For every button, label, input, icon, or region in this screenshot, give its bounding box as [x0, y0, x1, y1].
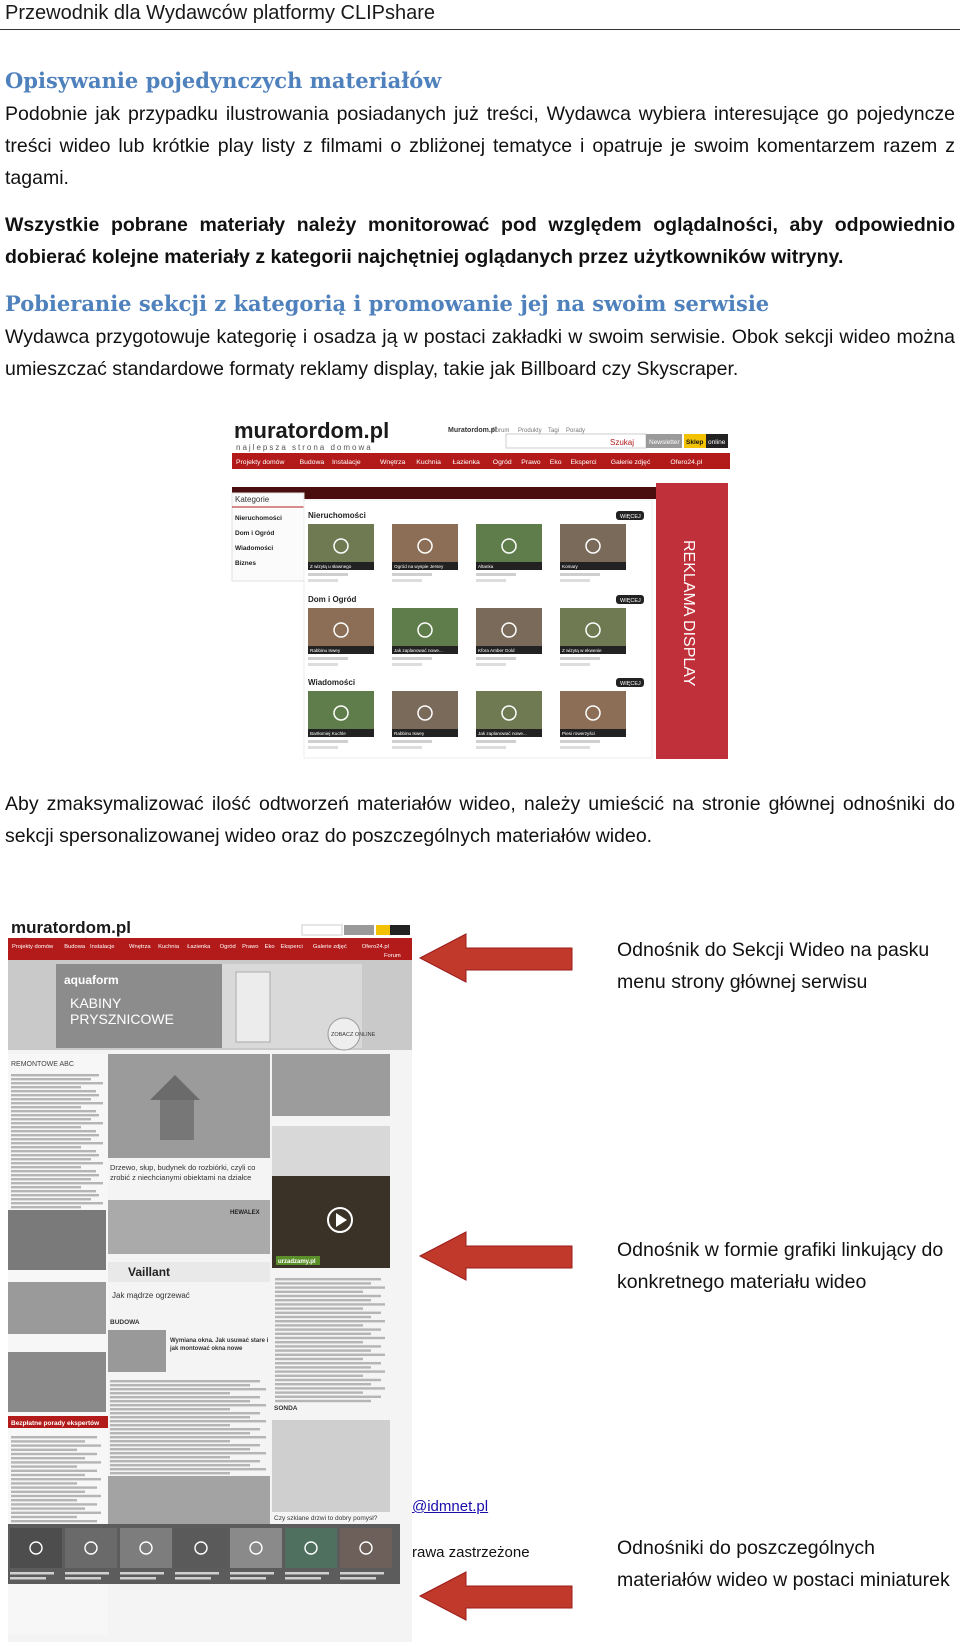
- footer-email-fragment[interactable]: @idmnet.pl: [412, 1498, 489, 1515]
- fig2-banner-line2: PRYSZNICOWE: [70, 1011, 174, 1027]
- fig1-nav-item[interactable]: Eko: [549, 459, 562, 466]
- fig2-nav-item[interactable]: Kuchnia: [158, 944, 180, 950]
- fig2-sonda: SONDA: [274, 1405, 298, 1412]
- fig1-site-link: Muratordom.pl: [448, 427, 497, 434]
- section-heading-describing: Opisywanie pojedynczych materiałów: [5, 68, 442, 93]
- fig1-video-caption: Rabbinu Iswey: [394, 731, 425, 736]
- fig1-nav-item[interactable]: Wnętrza: [380, 459, 406, 466]
- fig1-nav-item[interactable]: Ogród: [492, 459, 512, 466]
- fig1-shop-label: Sklep: [686, 439, 704, 446]
- fig2-article-heading[interactable]: Drzewo, słup, budynek do rozbiórki, czyli co zrobić z niechcianymi obiektami na działce: [110, 1163, 256, 1182]
- fig2-nav-item[interactable]: Galerie zdjęć: [312, 944, 347, 950]
- fig1-video-caption: Z wizytą u sławnego: [310, 564, 352, 569]
- callout-thumbnail-links: Odnośniki do poszczególnych materiałów wideo w postaci miniaturek: [617, 1537, 950, 1591]
- fig2-nav-item[interactable]: Wnętrza: [129, 944, 151, 950]
- fig1-nav-item[interactable]: Projekty domów: [236, 459, 285, 466]
- fig2-banner-line1: KABINY: [70, 995, 122, 1011]
- fig1-sidebar-title: Kategorie: [235, 495, 270, 504]
- fig1-video-caption: Bartłomiej Kuchle: [310, 731, 346, 736]
- fig1-video-caption: Z wizytą w ekwenie: [562, 648, 602, 653]
- fig1-nav-item[interactable]: Kuchnia: [416, 459, 441, 466]
- fig2-budowa-article[interactable]: Wymiana okna. Jak usuwać stare i jak montować okna nowe: [170, 1338, 269, 1352]
- fig1-top-link[interactable]: Porady: [566, 428, 586, 434]
- fig1-nav-item[interactable]: Eksperci: [570, 459, 597, 466]
- fig1-newsletter-label: Newsletter: [649, 439, 680, 446]
- fig1-sidebar-item[interactable]: Dom i Ogród: [235, 530, 275, 537]
- fig1-sidebar-item[interactable]: Wiadomości: [235, 545, 274, 552]
- fig2-banner-cta-label: ZOBACZ ONLINE: [331, 1032, 376, 1038]
- fig2-banner-brand: aquaform: [64, 973, 119, 987]
- fig1-search-button[interactable]: Szukaj: [610, 438, 635, 447]
- fig1-nav-item[interactable]: Budowa: [299, 459, 325, 466]
- fig1-video-caption: Piesi rowerzyści: [562, 731, 595, 736]
- fig2-bottom-title[interactable]: Czy szklane drzwi to dobry pomysł?: [274, 1515, 378, 1522]
- fig1-row-title: Nieruchomości: [308, 511, 366, 520]
- fig1-nav-item[interactable]: Instalacje: [332, 459, 361, 466]
- fig1-top-link[interactable]: Produkty: [518, 428, 542, 434]
- fig2-brand-vaillant[interactable]: Vaillant: [128, 1265, 171, 1279]
- fig2-nav-item[interactable]: Budowa: [64, 944, 86, 950]
- fig2-vaillant-tag: Jak mądrze ogrzewać: [112, 1291, 190, 1300]
- fig2-nav-item[interactable]: Łazienka: [187, 944, 211, 950]
- fig2-nav-item[interactable]: Instalacje: [90, 944, 115, 950]
- fig2-nav-item[interactable]: Ogród: [219, 944, 236, 950]
- fig2-sidebar-heading: REMONTOWE ABC: [11, 1061, 74, 1068]
- fig2-urzadzamy: urzadzamy.pl: [278, 1259, 316, 1265]
- fig1-nav-item[interactable]: Łazienka: [452, 459, 480, 466]
- paragraph-category: Wydawca przygotowuje kategorię i osadza ją w postaci zakładki w swoim serwisie. Obok sekcji wideo można umieszczać standardowe formaty reklamy display, takie jak Billboard czy Skyscraper.: [5, 326, 955, 380]
- fig2-nav-item[interactable]: Prawo: [242, 944, 259, 950]
- arrow-left-icon: [420, 934, 572, 982]
- fig1-row-title: Wiadomości: [308, 678, 356, 687]
- fig2-nav-item[interactable]: Ofero24.pl: [361, 944, 389, 950]
- fig1-row-title: Dom i Ogród: [308, 595, 357, 604]
- fig1-video-caption: Jak zaplanować nowe...: [478, 731, 527, 736]
- fig1-nav-item[interactable]: Ofero24.pl: [670, 459, 703, 466]
- fig1-nav-item[interactable]: Galerie zdjęć: [610, 459, 651, 466]
- fig1-video-caption: Kfora Amber Gold: [478, 648, 515, 653]
- footer-rights-fragment: rawa zastrzeżone: [412, 1544, 530, 1561]
- fig1-more-label: WIĘCEJ: [620, 598, 641, 604]
- section-heading-category: Pobieranie sekcji z kategorią i promowanie jej na swoim serwisie: [5, 291, 770, 316]
- callout-graphic-link: Odnośnik w formie grafiki linkujący do konkretnego materiału wideo: [617, 1239, 944, 1293]
- fig2-nav-item[interactable]: Projekty domów: [12, 944, 54, 950]
- fig2-nav-item[interactable]: Forum: [384, 953, 401, 959]
- fig1-video-caption: Jak zaplanować nowe...: [394, 648, 443, 653]
- paragraph-monitoring: Wszystkie pobrane materiały należy monitorować pod względem oglądalności, aby odpowiednio dobierać kolejne materiały z kategorii najchętniej oglądanych przez użytkowników witryny.: [5, 214, 955, 268]
- fig1-more-label: WIĘCEJ: [620, 681, 641, 687]
- fig1-video-caption: Rabbinu Iswey: [310, 648, 341, 653]
- paragraph-describing: Podobnie jak przypadku ilustrowania posiadanych już treści, Wydawca wybiera interesujące go pojedyncze treści wideo lub krótkie play listy z filmami o zbliżonej tematyce i opatruje je swoim komentarzem razem z tagami.: [5, 103, 955, 189]
- fig2-brand-hewalex[interactable]: HEWALEX: [230, 1210, 260, 1216]
- paragraph-maximize: Aby zmaksymalizować ilość odtworzeń materiałów wideo, należy umieścić na stronie głównej odnośniki do sekcji spersonalizowanej wideo oraz do poszczególnych materiałów wideo.: [5, 793, 955, 847]
- fig2-logo: muratordom.pl: [11, 918, 131, 937]
- fig2-nav-item[interactable]: Eko: [264, 944, 275, 950]
- fig2-budowa-heading: BUDOWA: [110, 1319, 140, 1326]
- arrow-left-icon: [420, 1572, 572, 1620]
- fig1-video-caption: Komary: [562, 564, 578, 569]
- fig2-experts-heading: Bezpłatne porady ekspertów: [11, 1420, 100, 1427]
- fig1-sidebar-item[interactable]: Biznes: [235, 560, 256, 567]
- fig1-top-link[interactable]: Tagi: [548, 428, 560, 434]
- document-title: Przewodnik dla Wydawców platformy CLIPshare: [5, 2, 435, 24]
- fig1-ad-label: REKLAMA DISPLAY: [680, 540, 697, 687]
- fig1-sidebar-item[interactable]: Nieruchomości: [235, 515, 282, 522]
- fig1-tagline: najlepsza strona domowa: [236, 443, 373, 452]
- fig2-nav-item[interactable]: Eksperci: [280, 944, 303, 950]
- fig1-more-label: WIĘCEJ: [620, 514, 641, 520]
- arrow-left-icon: [420, 1232, 572, 1280]
- fig1-online-label: online: [708, 439, 726, 446]
- fig1-top-link[interactable]: Forum: [492, 428, 510, 434]
- fig1-video-caption: Ogród na wyspie Jersey: [394, 564, 444, 569]
- fig1-nav-item[interactable]: Prawo: [521, 459, 541, 466]
- callout-section-link: Odnośnik do Sekcji Wideo na pasku menu strony głównej serwisu: [617, 939, 930, 993]
- fig1-logo: muratordom.pl: [234, 418, 390, 443]
- fig1-video-caption: Altanka: [478, 564, 494, 569]
